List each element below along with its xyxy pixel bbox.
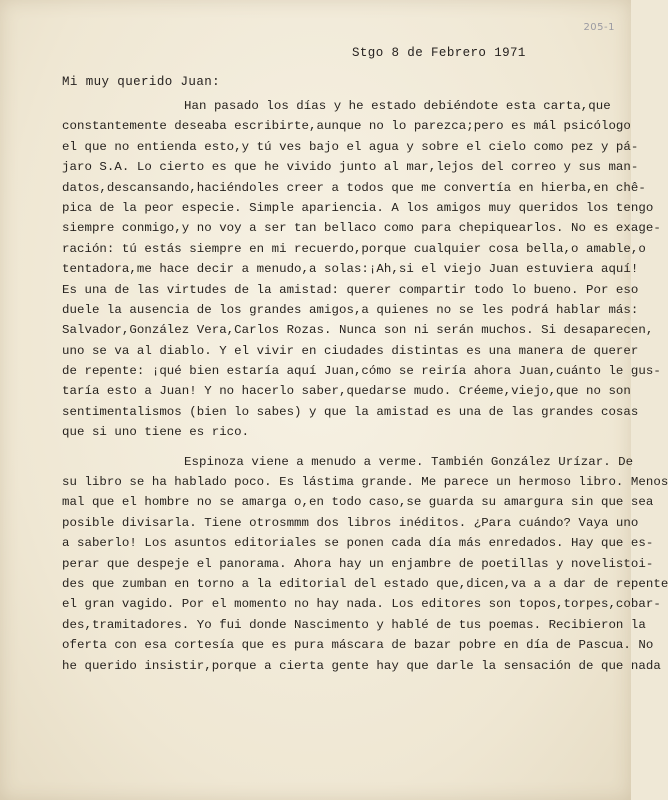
text-line: he querido insistir,porque a cierta gente hay que darle la sensación de que nada [62,658,661,673]
text-line: oferta con esa cortesía que es pura máscara de bazar pobre en día de Pascua. No [62,638,654,653]
text-line: Espinoza viene a menudo a verme. También González Urízar. De [184,454,634,469]
text-line: que si uno tiene es rico. [62,425,250,440]
text-line: des que zumban en torno a la editorial del estado que,dicen,va a a dar de repente [62,576,668,591]
text-line: posible divisarla. Tiene otrosmmm dos libros inéditos. ¿Para cuándo? Vaya uno [62,515,639,530]
text-line: uno se va al diablo. Y el vivir en ciudades distintas es una manera de querer [62,343,639,358]
text-line: taría esto a Juan! Y no hacerlo saber,quedarse mudo. Créeme,viejo,que no son [62,384,631,399]
text-line: Es una de las virtudes de la amistad: querer compartir todo lo bueno. Por eso [62,282,639,297]
text-line: a saberlo! Los asuntos editoriales se ponen cada día más enredados. Hay que es- [62,536,654,551]
letter-dateline: Stgo 8 de Febrero 1971 [352,46,526,60]
text-line: mal que el hombre no se amarga o,en todo caso,se guarda su amargura sin que sea [62,495,654,510]
text-line: perar que despeje el panorama. Ahora hay un enjambre de poetillas y novelistoi- [62,556,654,571]
text-line: Salvador,González Vera,Carlos Rozas. Nunca son ni serán muchos. Si desaparecen, [62,323,654,338]
text-line: siempre conmigo,y no voy a ser tan bellaco como para chepiquearlos. No es exage- [62,221,661,236]
text-line: su libro se ha hablado poco. Es lástima grande. Me parece un hermoso libro. Menos [62,475,668,490]
text-line: des,tramitadores. Yo fui donde Nascimento y hablé de tus poemas. Recibieron la [62,617,646,632]
text-line: pica de la peor especie. Simple apariencia. A los amigos muy queridos los tengo [62,200,654,215]
text-line: datos,descansando,haciéndoles creer a todos que me convertía en hierba,en chê- [62,180,646,195]
text-line: tentadora,me hace decir a menudo,a solas:¡Ah,si el viejo Juan estuviera aquí! [62,262,639,277]
text-line: de repente: ¡qué bien estaría aquí Juan,cómo se reiría ahora Juan,cuánto le gus- [62,364,661,379]
text-line: el que no entienda esto,y tú ves bajo el agua y sobre el cielo como pez y pá- [62,139,639,154]
text-line: Han pasado los días y he estado debiéndote esta carta,que [184,99,611,113]
text-line: duele la ausencia de los grandes amigos,a quienes no se les podrá hablar más: [62,302,639,317]
letter-salutation: Mi muy querido Juan: [62,75,221,89]
text-line: constantemente deseaba escribirte,aunque no lo parezca;pero es mál psicólogo [62,119,631,134]
text-line: sentimentalismos (bien lo sabes) y que la amistad es una de las grandes cosas [62,404,639,419]
text-line: ración: tú estás siempre en mi recuerdo,porque cualquier cosa bella,o amable,o [62,241,646,256]
text-line: jaro S.A. Lo cierto es que he vivido junto al mar,lejos del correo y sus man- [62,160,639,175]
paragraph-1 [62,96,661,443]
paragraph-2 [62,452,668,676]
letter-body [62,96,668,676]
paragraph-gap [62,443,582,452]
archive-pencil-number: 205-1 [583,22,615,33]
text-line: el gran vagido. Por el momento no hay nada. Los editores son topos,torpes,cobar- [62,597,661,612]
